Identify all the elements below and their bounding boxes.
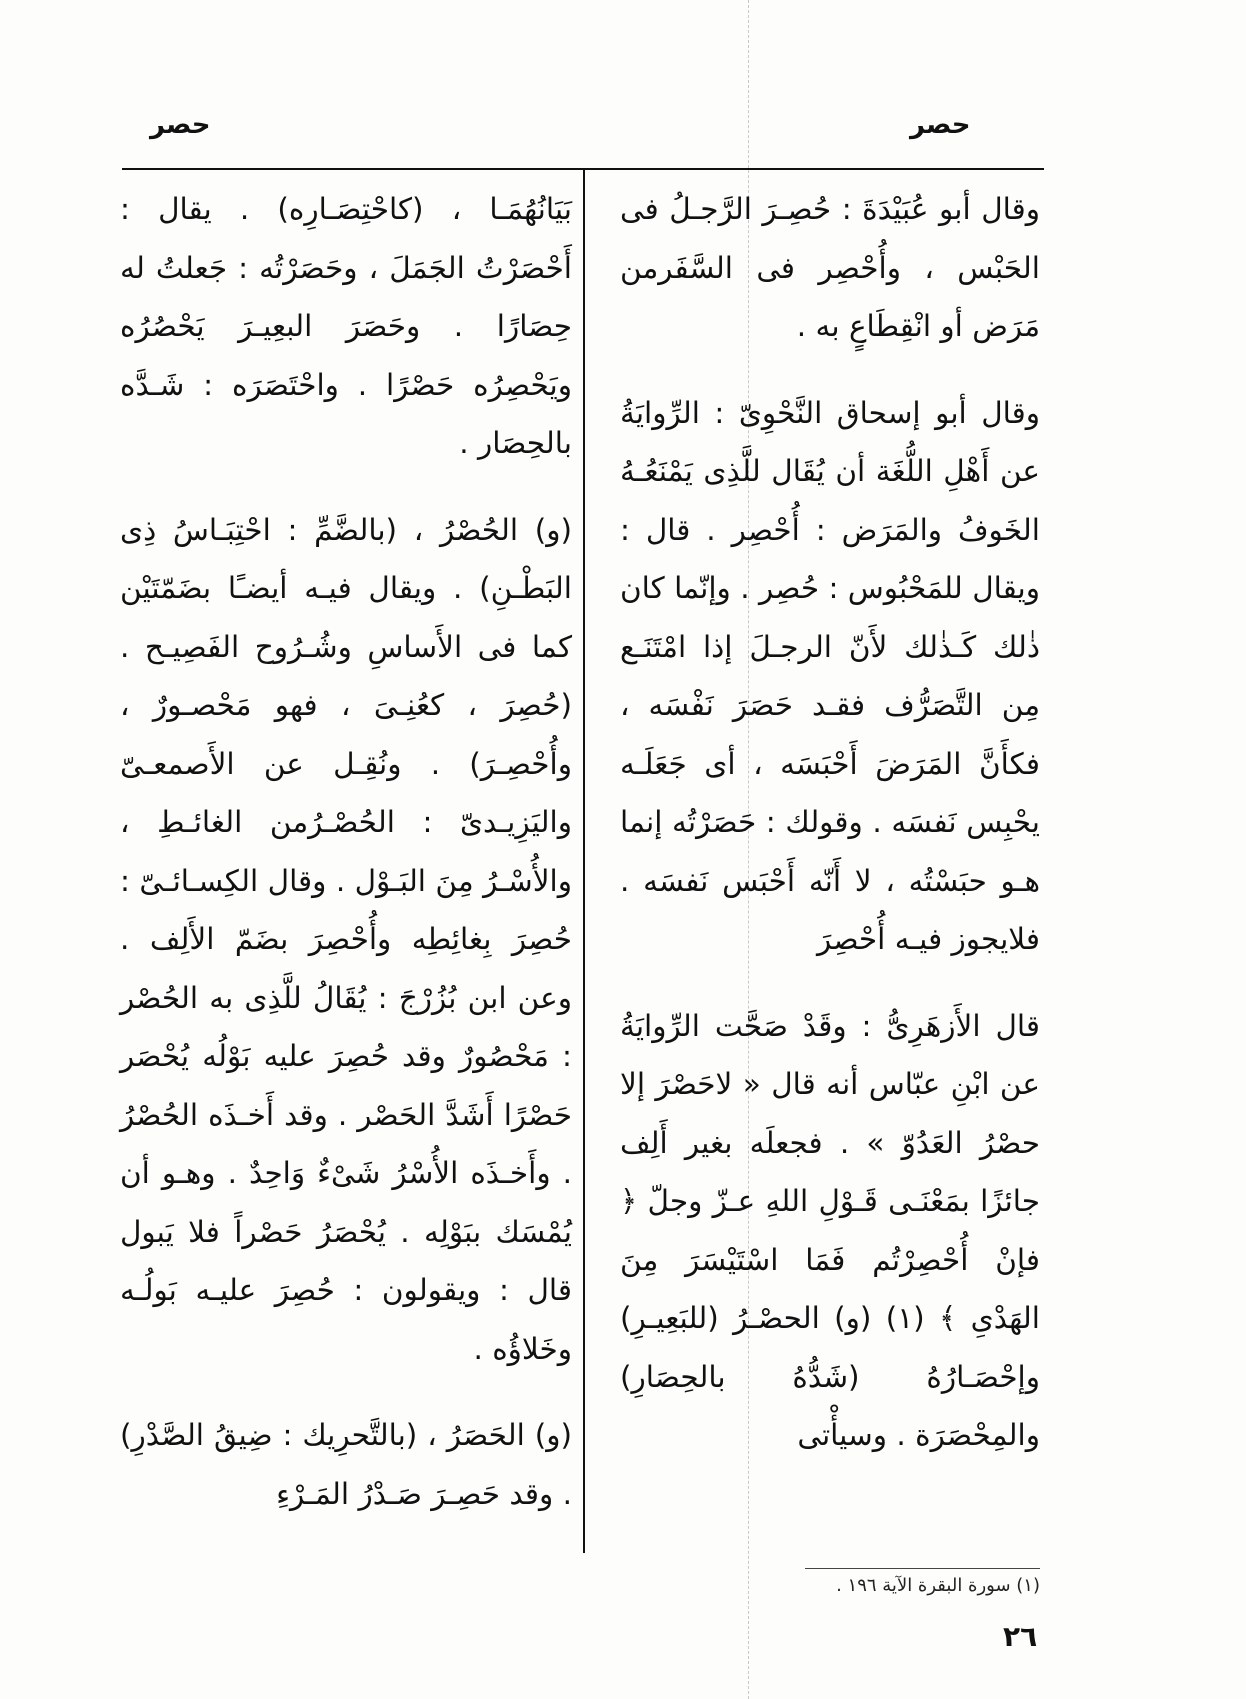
paragraph: (و) الحَصَرُ ، (بالتَّحرِيك : ضِيقُ الصَّدْرِ) . وقد حَصِـرَ صَـدْرُ المَـرْءِ bbox=[120, 1418, 572, 1511]
running-header-left: حصر bbox=[150, 110, 211, 140]
column-divider bbox=[583, 168, 585, 1553]
page-number: ٢٦ bbox=[1003, 1620, 1038, 1653]
footnote-rule bbox=[805, 1568, 1040, 1569]
right-column bbox=[620, 180, 1040, 1465]
paragraph: قال الأَزهَرِىُّ : وقَدْ صَحَّت الرِّوايَةُ عن ابْنِ عبّاس أنه قال « لاحَصْرَ إلا حصْرُ العَدُوّ » . فجعلَه بغير أَلِف جائزًا بمَعْنَـى قَـوْلِ اللهِ عـزّ وجلّ ﴿ فإنْ أُحْصِرْتُم فَمَا اسْتَيْسَرَ مِنَ الهَدْىِ ﴾ (١) (و) الحصْـرُ (للبَعِيـرِ) وإحْصَـارُهُ (شَدُّهُ بالحِصَارِ) والمِحْصَرَة . وسيأْتى bbox=[620, 1008, 1040, 1452]
paragraph: وقال أبو عُبَيْدَةَ : حُصِـرَ الرَّجـلُ فى الحَبْس ، وأُحْصِر فى السَّفَرمن مَرَض أو انْقِطَاعٍ به . bbox=[620, 192, 1040, 343]
running-header-right: حصر bbox=[910, 110, 971, 140]
footnote: (١) سورة البقرة الآية ١٩٦ . bbox=[836, 1575, 1040, 1596]
paragraph: بَيَانُهُمَـا ، (كاحْتِصَـارِه) . يقال : أَحْصَرْتُ الجَمَلَ ، وحَصَرْتُه : جَعلتُ له حِصَارًا . وحَصَرَ البعِيـرَ يَحْصُرُه ويَحْصِرُه حَصْرًا . واحْتَصَرَه : شَـدَّه بالحِصَار . bbox=[120, 192, 572, 460]
left-column bbox=[120, 180, 572, 1523]
paragraph: وقال أبو إسحاق النَّحْوِىّ : الرِّوايَةُ عن أَهْلِ اللُّغَة أن يُقَال للَّذِى يَمْنَعُـهُ الخَوفُ والمَرَض : أُحْصِر . قال : ويقال للمَحْبُوس : حُصِر . وإنّما كان ذٰلك كَـذٰلك لأَنّ الرجـلَ إذا امْتَنَـع مِن التَّصَرُّف فقـد حَصَرَ نَفْسَه ، فكأَنَّ المَرَضَ أَحْبَسَه ، أى جَعَلَـه يحْبِس نَفسَه . وقولك : حَصَرْتُه إنما هـو حبَسْتُه ، لا أَنّه أَحْبَس نَفسَه . فلايجوز فيـه أُحْصِرَ bbox=[620, 395, 1040, 956]
paragraph: (و) الحُصْرُ ، (بالضَّمِّ : احْتِبَـاسُ ذِى البَطْـنِ) . ويقال فيـه أيضـًا بضَمّتَيْن كما فى الأَساسِ وشُـرُوح الفَصِيـح . (حُصِرَ ، كعُنِـىَ ، فهو مَحْصـورٌ ، وأُحْصِـرَ) . ونُقِـل عن الأَصمعـىّ واليَزِيـدىّ : الحُصْـرُمن الغائـطِ ، والأُسْـرُ مِنَ البَـوْل . وقال الكِسـائـىّ : حُصِرَ بِغائِطِه وأُحْصِرَ بضَمّ الأَلِف . وعن ابن بُزُرْجَ : يُقَالُ للَّذِى به الحُصْر : مَحْصُورٌ وقد حُصِرَ عليه بَوْلُه يُحْصَر حَصْرًا أَشَدَّ الحَصْر . وقد أَخـذَه الحُصْرُ . وأَخـذَه الأُسْرُ شَىْءٌ وَاحِدٌ . وهـو أن يُمْسَك ببَوْلِه . يُحْصَرُ حَصْراً فلا يَبول قال : ويقولون : حُصِرَ عليـه بَولُـه وخَلاؤُه . bbox=[120, 512, 572, 1366]
